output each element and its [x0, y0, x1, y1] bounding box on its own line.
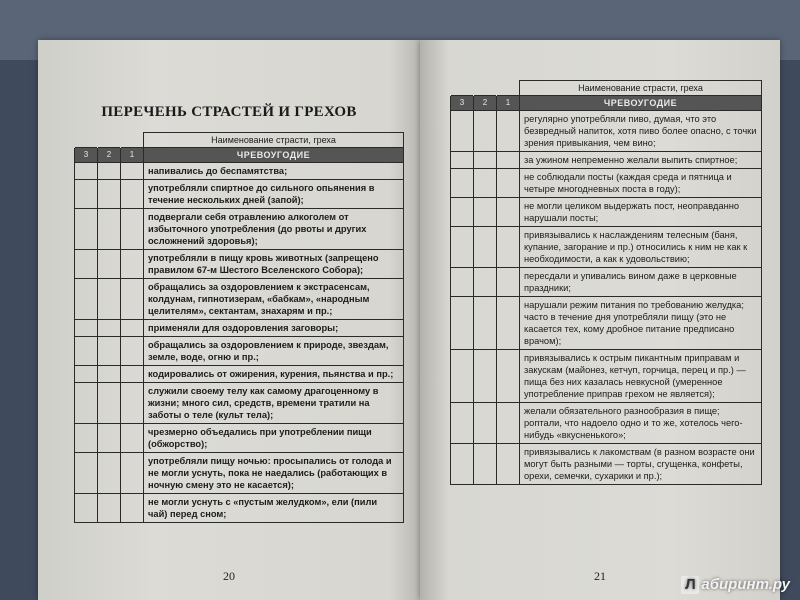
- sin-description: употребляли пищу ночью: просыпались от голода и не могли уснуть, пока не наедались (работающих в ночную смену это не касается);: [144, 453, 404, 494]
- checkbox-cell[interactable]: [75, 424, 98, 453]
- checkbox-cell[interactable]: [451, 268, 474, 297]
- checkbox-cell[interactable]: [497, 444, 520, 485]
- checkbox-cell[interactable]: [98, 180, 121, 209]
- checkbox-cell[interactable]: [98, 337, 121, 366]
- checkbox-cell[interactable]: [497, 152, 520, 169]
- checkbox-cell[interactable]: [75, 180, 98, 209]
- labirint-logo-icon: Л: [681, 576, 699, 594]
- sin-description: пересдали и упивались вином даже в церковные праздники;: [520, 268, 762, 297]
- sin-description: не могли уснуть с «пустым желудком», ели (пили чай) перед сном;: [144, 494, 404, 523]
- checkbox-cell[interactable]: [451, 444, 474, 485]
- table-row: [451, 169, 762, 198]
- checkbox-cell[interactable]: [497, 111, 520, 152]
- sin-description: привязывались к наслаждениям телесным (баня, купание, загорание и пр.) относились к ним не как к необходимости, а как к удовольствию;: [520, 227, 762, 268]
- checkbox-cell[interactable]: [121, 209, 144, 250]
- sin-description: обращались за оздоровлением к природе, звездам, земле, воде, огню и пр.;: [144, 337, 404, 366]
- checkbox-cell[interactable]: [75, 163, 98, 180]
- checkbox-cell[interactable]: [121, 453, 144, 494]
- checkbox-cell[interactable]: [474, 350, 497, 403]
- page-title: ПЕРЕЧЕНЬ СТРАСТЕЙ И ГРЕХОВ: [101, 104, 357, 120]
- sin-description: желали обязательного разнообразия в пище; роптали, что надоело одно и то же, хотелось чего-нибудь «вкусненького»;: [520, 403, 762, 444]
- checkbox-cell[interactable]: [121, 320, 144, 337]
- table-row: [451, 227, 762, 268]
- section-title: ЧРЕВОУГОДИЕ: [520, 96, 762, 111]
- sin-description: привязывались к лакомствам (в разном возрасте они могут быть разными — торты, сгущенка, конфеты, орехи, семечки, сухарики и пр.);: [520, 444, 762, 485]
- checkbox-cell[interactable]: [474, 227, 497, 268]
- checkbox-cell[interactable]: [451, 227, 474, 268]
- checkbox-cell[interactable]: [121, 366, 144, 383]
- checkbox-cell[interactable]: [451, 297, 474, 350]
- checkbox-cell[interactable]: [98, 163, 121, 180]
- checkbox-cell[interactable]: [451, 152, 474, 169]
- column-2-label: 2: [474, 96, 497, 111]
- sins-table-right: [450, 80, 762, 485]
- watermark: [681, 576, 790, 594]
- checkbox-cell[interactable]: [474, 169, 497, 198]
- sin-description: кодировались от ожирения, курения, пьянства и пр.;: [144, 366, 404, 383]
- checkbox-cell[interactable]: [474, 111, 497, 152]
- checkbox-cell[interactable]: [497, 350, 520, 403]
- sin-description: применяли для оздоровления заговоры;: [144, 320, 404, 337]
- checkbox-cell[interactable]: [497, 198, 520, 227]
- checkbox-cell[interactable]: [497, 268, 520, 297]
- table-row: [75, 424, 404, 453]
- sin-description: не соблюдали посты (каждая среда и пятница и четыре многодневных поста в году);: [520, 169, 762, 198]
- checkbox-cell[interactable]: [98, 494, 121, 523]
- table-row: [75, 320, 404, 337]
- left-page: [38, 40, 420, 600]
- sin-description: за ужином непременно желали выпить спиртное;: [520, 152, 762, 169]
- checkbox-cell[interactable]: [121, 163, 144, 180]
- watermark-text: абиринт.ру: [701, 576, 790, 593]
- checkbox-cell[interactable]: [75, 279, 98, 320]
- checkbox-cell[interactable]: [497, 403, 520, 444]
- checkbox-cell[interactable]: [451, 403, 474, 444]
- checkbox-cell[interactable]: [121, 494, 144, 523]
- table-row: [75, 163, 404, 180]
- checkbox-cell[interactable]: [98, 320, 121, 337]
- checkbox-cell[interactable]: [474, 403, 497, 444]
- checkbox-cell[interactable]: [121, 250, 144, 279]
- table-row: [451, 152, 762, 169]
- column-3-label: 3: [75, 148, 98, 163]
- sin-description: напивались до беспамятства;: [144, 163, 404, 180]
- column-1-label: 1: [121, 148, 144, 163]
- table-header-row: [451, 81, 762, 96]
- checkbox-cell[interactable]: [98, 366, 121, 383]
- section-row: [75, 148, 404, 163]
- checkbox-cell[interactable]: [497, 169, 520, 198]
- checkbox-cell[interactable]: [121, 279, 144, 320]
- table-row: [75, 180, 404, 209]
- checkbox-cell[interactable]: [98, 279, 121, 320]
- sin-description: служили своему телу как самому драгоценному в жизни; много сил, средств, времени тратили на заботы о теле (культ тела);: [144, 383, 404, 424]
- checkbox-cell[interactable]: [98, 383, 121, 424]
- table-row: [451, 403, 762, 444]
- checkbox-cell[interactable]: [474, 444, 497, 485]
- table-row: [75, 250, 404, 279]
- checkbox-cell[interactable]: [121, 424, 144, 453]
- right-page: [420, 40, 780, 600]
- sins-table-left: [74, 132, 404, 523]
- column-1-label: 1: [497, 96, 520, 111]
- sin-description: чрезмерно объедались при употреблении пищи (обжорство);: [144, 424, 404, 453]
- table-row: [451, 111, 762, 152]
- checkbox-cell[interactable]: [98, 209, 121, 250]
- table-row: [451, 444, 762, 485]
- table-header-name: Наименование страсти, греха: [144, 133, 404, 148]
- checkbox-cell[interactable]: [121, 337, 144, 366]
- table-header-row: [75, 133, 404, 148]
- table-row: [451, 198, 762, 227]
- column-2-label: 2: [98, 148, 121, 163]
- checkbox-cell[interactable]: [98, 250, 121, 279]
- checkbox-cell[interactable]: [451, 198, 474, 227]
- checkbox-cell[interactable]: [75, 453, 98, 494]
- checkbox-cell[interactable]: [75, 383, 98, 424]
- checkbox-cell[interactable]: [474, 268, 497, 297]
- sin-description: не могли целиком выдержать пост, неоправданно нарушали посты;: [520, 198, 762, 227]
- table-row: [451, 297, 762, 350]
- column-3-label: 3: [451, 96, 474, 111]
- sin-description: употребляли в пищу кровь животных (запрещено правилом 67-м Шестого Вселенского Собора);: [144, 250, 404, 279]
- checkbox-cell[interactable]: [474, 152, 497, 169]
- table-row: [451, 268, 762, 297]
- sin-description: обращались за оздоровлением к экстрасенсам, колдунам, гипнотизерам, «бабкам», «народным целителям», сектантам, знахарям и пр.;: [144, 279, 404, 320]
- checkbox-cell[interactable]: [75, 320, 98, 337]
- table-header-name: Наименование страсти, греха: [520, 81, 762, 96]
- sin-description: подвергали себя отравлению алкоголем от избыточного употребления (до рвоты и других осложнений здоровья);: [144, 209, 404, 250]
- open-book: [20, 40, 790, 600]
- table-row: [451, 350, 762, 403]
- checkbox-cell[interactable]: [497, 227, 520, 268]
- table-row: [75, 383, 404, 424]
- checkbox-cell[interactable]: [121, 383, 144, 424]
- section-title: ЧРЕВОУГОДИЕ: [144, 148, 404, 163]
- table-row: [75, 279, 404, 320]
- table-row: [75, 337, 404, 366]
- page-number: 20: [223, 569, 235, 583]
- table-row: [75, 453, 404, 494]
- sin-description: привязывались к острым пикантным приправам и закускам (майонез, кетчуп, горчица, перец и пр.) — пища без них казалась невкусной (умеренное употребление приправ грехом не является);: [520, 350, 762, 403]
- table-row: [75, 209, 404, 250]
- checkbox-cell[interactable]: [75, 494, 98, 523]
- sin-description: нарушали режим питания по требованию желудка; часто в течение дня употребляли пищу (это не касается тех, кому дробное питание предписано врачом);: [520, 297, 762, 350]
- checkbox-cell[interactable]: [451, 169, 474, 198]
- checkbox-cell[interactable]: [121, 180, 144, 209]
- checkbox-cell[interactable]: [75, 337, 98, 366]
- checkbox-cell[interactable]: [474, 297, 497, 350]
- checkbox-cell[interactable]: [474, 198, 497, 227]
- checkbox-cell[interactable]: [75, 250, 98, 279]
- sin-description: употребляли спиртное до сильного опьянения в течение нескольких дней (запой);: [144, 180, 404, 209]
- checkbox-cell[interactable]: [497, 297, 520, 350]
- table-row: [75, 366, 404, 383]
- checkbox-cell[interactable]: [98, 424, 121, 453]
- checkbox-cell[interactable]: [98, 453, 121, 494]
- checkbox-cell[interactable]: [451, 111, 474, 152]
- checkbox-cell[interactable]: [451, 350, 474, 403]
- page-number: 21: [594, 569, 606, 583]
- sin-description: регулярно употребляли пиво, думая, что это безвредный напиток, хотя пиво более опасно, с точки зрения привыкания, чем вино;: [520, 111, 762, 152]
- checkbox-cell[interactable]: [75, 209, 98, 250]
- checkbox-cell[interactable]: [75, 366, 98, 383]
- table-row: [75, 494, 404, 523]
- section-row: [451, 96, 762, 111]
